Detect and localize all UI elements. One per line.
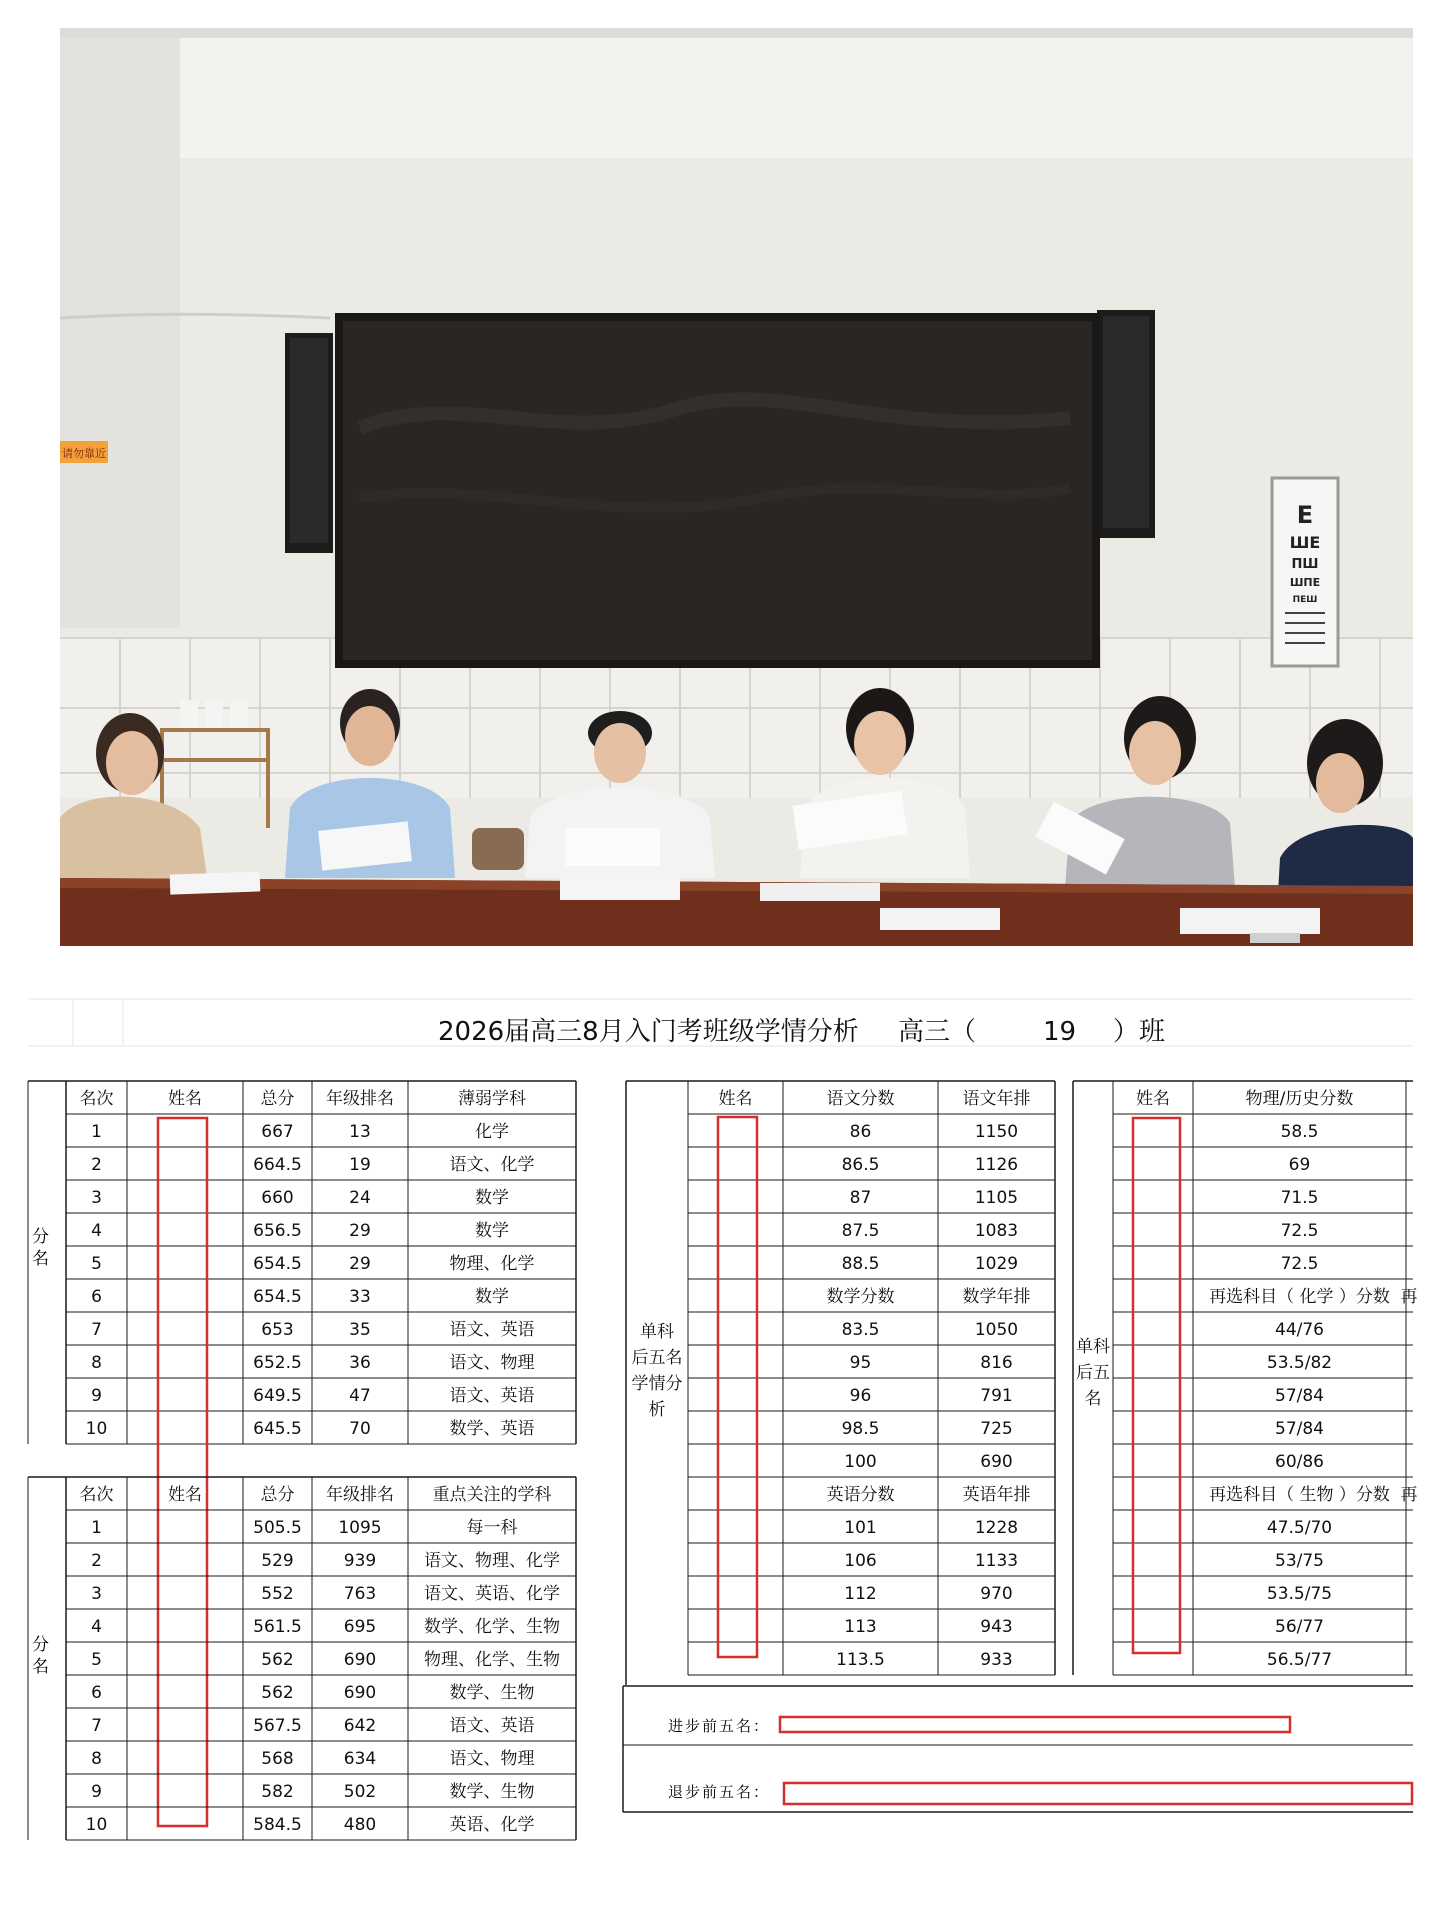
table-cell: 634 bbox=[343, 1749, 377, 1769]
table-cell: 106 bbox=[844, 1551, 877, 1571]
table-cell: 36 bbox=[349, 1353, 371, 1373]
table-cell: 664.5 bbox=[253, 1155, 302, 1175]
table-cell: 1105 bbox=[974, 1188, 1019, 1208]
table-cell: 56.5/77 bbox=[1266, 1650, 1333, 1670]
table-cell: 再选科目（ 生物 ）分数 bbox=[1209, 1485, 1390, 1505]
column-header: 年级排名 bbox=[326, 1089, 394, 1109]
side-label: 单科 bbox=[640, 1322, 674, 1342]
column-header: 年级排名 bbox=[326, 1485, 394, 1505]
side-label: 后五 bbox=[1076, 1363, 1110, 1383]
table-cell: 561.5 bbox=[253, 1617, 302, 1637]
table-cell: 660 bbox=[261, 1188, 294, 1208]
table-cell: 数学、生物 bbox=[449, 1683, 535, 1703]
table-cell: 1050 bbox=[974, 1320, 1019, 1340]
table-cell: 9 bbox=[91, 1386, 102, 1406]
table-cell: 653 bbox=[261, 1320, 294, 1340]
table-cell: 113.5 bbox=[836, 1650, 885, 1670]
column-header: 语文年排 bbox=[962, 1089, 1031, 1109]
table-cell: 933 bbox=[980, 1650, 1013, 1670]
table-cell: 690 bbox=[980, 1452, 1013, 1472]
display-screen bbox=[335, 313, 1100, 668]
table-cell: 86 bbox=[849, 1122, 872, 1142]
table-cell: 1228 bbox=[974, 1518, 1019, 1538]
table-cell: 100 bbox=[844, 1452, 877, 1472]
table-cell: 562 bbox=[261, 1650, 294, 1670]
table-cell: 化学 bbox=[475, 1122, 509, 1142]
table-cell: 88.5 bbox=[841, 1254, 880, 1274]
column-header: 姓名 bbox=[1136, 1089, 1170, 1109]
column-header: 名次 bbox=[79, 1485, 114, 1505]
table-cell: 再选科目（ 化学 ）分数 bbox=[1209, 1287, 1390, 1307]
table-cell: 763 bbox=[343, 1584, 377, 1604]
meeting-photo bbox=[60, 28, 1413, 946]
table-cell: 816 bbox=[980, 1353, 1013, 1373]
table-cell: 语文、化学 bbox=[449, 1155, 535, 1175]
table-cell: 939 bbox=[343, 1551, 377, 1571]
table-cell: 69 bbox=[1288, 1155, 1311, 1175]
table-cell: 数学 bbox=[475, 1221, 509, 1241]
table-cell: 568 bbox=[261, 1749, 294, 1769]
side-label: 析 bbox=[648, 1400, 666, 1420]
table-cell: 数学、生物 bbox=[449, 1782, 535, 1802]
table-cell: 24 bbox=[349, 1188, 371, 1208]
table-cell: 1 bbox=[91, 1518, 102, 1538]
regress-top-five-label: 退步前五名： bbox=[668, 1783, 771, 1801]
column-header: 物理/历史分数 bbox=[1245, 1089, 1354, 1109]
column-header: 姓名 bbox=[168, 1485, 202, 1505]
left-speaker-icon bbox=[285, 333, 333, 553]
table-cell: 44/76 bbox=[1275, 1320, 1324, 1340]
table-cell: 语文、英语 bbox=[449, 1716, 535, 1736]
table-cell: 英语年排 bbox=[962, 1485, 1031, 1505]
table-cell: 数学 bbox=[475, 1287, 509, 1307]
table-cell: 83.5 bbox=[841, 1320, 880, 1340]
table-cell: 502 bbox=[343, 1782, 377, 1802]
table-cell: 3 bbox=[91, 1584, 102, 1604]
table-cell: 970 bbox=[980, 1584, 1013, 1604]
class-analysis-sheet bbox=[28, 990, 1418, 1850]
table-cell: 1 bbox=[91, 1122, 102, 1142]
table-cell: 57/84 bbox=[1275, 1386, 1324, 1406]
table-cell: 505.5 bbox=[253, 1518, 302, 1538]
table-cell: 645.5 bbox=[253, 1419, 302, 1439]
table-cell: 物理、化学 bbox=[449, 1254, 535, 1274]
table-cell: 72.5 bbox=[1280, 1221, 1319, 1241]
table-cell: 53/75 bbox=[1275, 1551, 1324, 1571]
svg-text:ΠШ: ΠШ bbox=[1291, 557, 1319, 572]
left-side-label-bottom-2: 名 bbox=[32, 1657, 49, 1677]
table-cell: 语文、物理 bbox=[449, 1353, 535, 1373]
table-cell: 690 bbox=[343, 1683, 377, 1703]
table-cell: 8 bbox=[91, 1749, 102, 1769]
column-header: 姓名 bbox=[718, 1089, 753, 1109]
table-cell: 552 bbox=[261, 1584, 294, 1604]
table-cell: 数学、英语 bbox=[449, 1419, 535, 1439]
table-cell: 10 bbox=[85, 1815, 108, 1835]
table-cell: 5 bbox=[91, 1254, 102, 1274]
progress-top-five-label: 进步前五名： bbox=[668, 1717, 771, 1735]
svg-text:ШΠE: ШΠE bbox=[1289, 576, 1321, 589]
table-cell: 2 bbox=[91, 1551, 102, 1571]
table-cell: 7 bbox=[91, 1716, 102, 1736]
table-cell: 每一科 bbox=[466, 1518, 518, 1538]
table-cell: 567.5 bbox=[253, 1716, 302, 1736]
side-label: 名 bbox=[1084, 1389, 1102, 1409]
table-cell: 29 bbox=[349, 1254, 371, 1274]
table-cell: 35 bbox=[349, 1320, 371, 1340]
table-cell: 60/86 bbox=[1275, 1452, 1324, 1472]
table-cell: 47.5/70 bbox=[1266, 1518, 1333, 1538]
table-cell: 58.5 bbox=[1280, 1122, 1319, 1142]
column-header: 总分 bbox=[260, 1089, 295, 1109]
table-cell: 语文、物理、化学 bbox=[424, 1551, 560, 1571]
table-cell: 667 bbox=[261, 1122, 294, 1142]
svg-text:ΠEШ: ΠEШ bbox=[1292, 595, 1318, 605]
left-side-label-top-2: 名 bbox=[32, 1249, 49, 1269]
table-cell: 480 bbox=[343, 1815, 377, 1835]
table-cell: 1095 bbox=[338, 1518, 382, 1538]
table-cell: 1029 bbox=[974, 1254, 1019, 1274]
table-cell: 13 bbox=[349, 1122, 371, 1142]
table-cell: 584.5 bbox=[253, 1815, 302, 1835]
table-cell: 112 bbox=[844, 1584, 877, 1604]
table-cell: 物理、化学、生物 bbox=[424, 1650, 560, 1670]
table-cell: 654.5 bbox=[253, 1254, 302, 1274]
table-cell: 113 bbox=[844, 1617, 877, 1637]
table-cell: 33 bbox=[349, 1287, 371, 1307]
table-cell: 4 bbox=[91, 1617, 102, 1637]
table-cell: 6 bbox=[91, 1683, 102, 1703]
table-cell: 98.5 bbox=[841, 1419, 880, 1439]
table-cell: 582 bbox=[261, 1782, 294, 1802]
table-cell: 70 bbox=[349, 1419, 371, 1439]
svg-text:请勿靠近: 请勿靠近 bbox=[62, 447, 106, 460]
table-cell: 654.5 bbox=[253, 1287, 302, 1307]
svg-text:E: E bbox=[1296, 501, 1314, 529]
table-cell: 语文、物理 bbox=[449, 1749, 535, 1769]
left-side-label-bottom-1: 分 bbox=[32, 1635, 49, 1655]
side-label: 单科 bbox=[1076, 1337, 1110, 1357]
table-cell: 56/77 bbox=[1275, 1617, 1324, 1637]
table-cell: 语文、英语 bbox=[449, 1386, 535, 1406]
table-cell: 642 bbox=[343, 1716, 377, 1736]
table-cell: 英语分数 bbox=[826, 1485, 895, 1505]
table-cell: 19 bbox=[349, 1155, 371, 1175]
table-cell: 7 bbox=[91, 1320, 102, 1340]
table-cell: 71.5 bbox=[1280, 1188, 1319, 1208]
table-cell: 57/84 bbox=[1275, 1419, 1324, 1439]
table-cell: 数学 bbox=[475, 1188, 509, 1208]
table-cell: 562 bbox=[261, 1683, 294, 1703]
table-cell: 3 bbox=[91, 1188, 102, 1208]
warning-sign bbox=[60, 441, 108, 463]
cut-off-header: 再 bbox=[1400, 1287, 1418, 1307]
table-cell: 943 bbox=[980, 1617, 1013, 1637]
left-side-label-top-1: 分 bbox=[32, 1227, 49, 1247]
table-cell: 652.5 bbox=[253, 1353, 302, 1373]
column-header: 重点关注的学科 bbox=[432, 1485, 552, 1505]
table-cell: 649.5 bbox=[253, 1386, 302, 1406]
column-header: 总分 bbox=[260, 1485, 295, 1505]
table-cell: 数学年排 bbox=[962, 1287, 1031, 1307]
table-cell: 725 bbox=[980, 1419, 1013, 1439]
table-cell: 695 bbox=[343, 1617, 377, 1637]
column-header: 姓名 bbox=[168, 1089, 202, 1109]
table-cell: 29 bbox=[349, 1221, 371, 1241]
column-header: 薄弱学科 bbox=[458, 1089, 526, 1109]
table-cell: 1133 bbox=[974, 1551, 1019, 1571]
table-cell: 8 bbox=[91, 1353, 102, 1373]
table-cell: 1150 bbox=[974, 1122, 1019, 1142]
table-cell: 英语、化学 bbox=[449, 1815, 535, 1835]
class-suffix: ）班 bbox=[1113, 1017, 1166, 1047]
table-cell: 72.5 bbox=[1280, 1254, 1319, 1274]
table-cell: 语文、英语、化学 bbox=[424, 1584, 560, 1604]
side-label: 后五名 bbox=[631, 1348, 683, 1368]
table-cell: 96 bbox=[849, 1386, 872, 1406]
class-prefix: 高三（ bbox=[898, 1017, 977, 1047]
handbag-icon bbox=[472, 828, 524, 870]
table-cell: 53.5/82 bbox=[1266, 1353, 1333, 1373]
table-cell: 语文、英语 bbox=[449, 1320, 535, 1340]
class-number: 19 bbox=[1043, 1017, 1077, 1047]
table-cell: 53.5/75 bbox=[1266, 1584, 1333, 1604]
table-cell: 101 bbox=[844, 1518, 877, 1538]
right-speaker-icon bbox=[1097, 310, 1155, 538]
table-cell: 529 bbox=[261, 1551, 294, 1571]
table-cell: 数学、化学、生物 bbox=[424, 1617, 560, 1637]
table-cell: 656.5 bbox=[253, 1221, 302, 1241]
table-cell: 791 bbox=[980, 1386, 1013, 1406]
column-header: 语文分数 bbox=[826, 1089, 895, 1109]
eye-chart bbox=[1272, 478, 1338, 666]
table-cell: 5 bbox=[91, 1650, 102, 1670]
table-cell: 87.5 bbox=[841, 1221, 880, 1241]
table-cell: 47 bbox=[349, 1386, 371, 1406]
table-cell: 690 bbox=[343, 1650, 377, 1670]
table-cell: 1126 bbox=[974, 1155, 1019, 1175]
svg-text:ШE: ШE bbox=[1289, 533, 1321, 552]
table-cell: 87 bbox=[849, 1188, 872, 1208]
table-cell: 10 bbox=[85, 1419, 108, 1439]
sheet-title: 2026届高三8月入门考班级学情分析 bbox=[438, 1017, 859, 1047]
table-cell: 4 bbox=[91, 1221, 102, 1241]
table-cell: 6 bbox=[91, 1287, 102, 1307]
table-cell: 2 bbox=[91, 1155, 102, 1175]
table-cell: 95 bbox=[849, 1353, 872, 1373]
table-cell: 86.5 bbox=[841, 1155, 880, 1175]
cut-off-header: 再 bbox=[1400, 1485, 1418, 1505]
table-cell: 9 bbox=[91, 1782, 102, 1802]
table-cell: 1083 bbox=[974, 1221, 1019, 1241]
table-cell: 数学分数 bbox=[826, 1287, 895, 1307]
column-header: 名次 bbox=[79, 1089, 114, 1109]
side-label: 学情分 bbox=[631, 1374, 683, 1394]
